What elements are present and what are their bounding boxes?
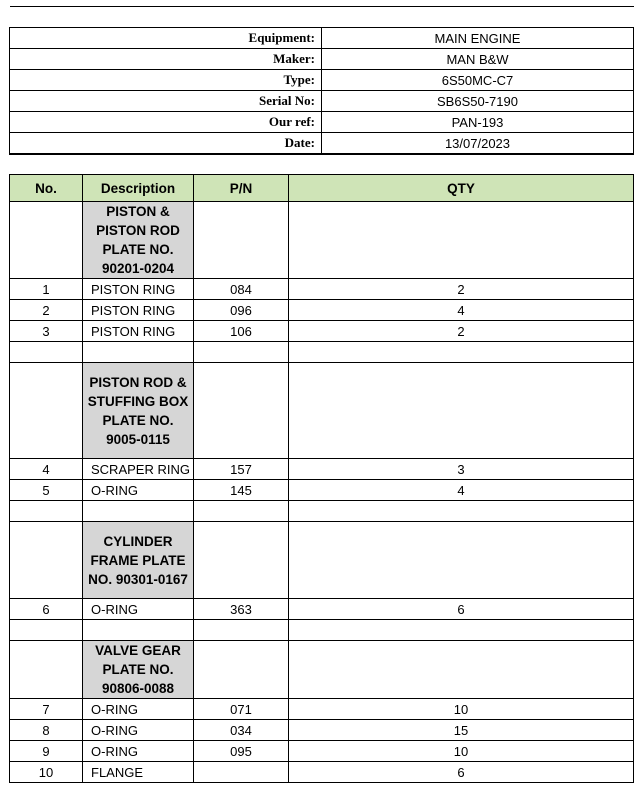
row-pn: 363 xyxy=(194,599,289,620)
row-description: O-RING xyxy=(83,480,194,501)
empty-cell xyxy=(194,522,289,599)
empty-cell xyxy=(194,501,289,522)
table-row xyxy=(10,762,634,783)
row-description: O-RING xyxy=(83,720,194,741)
table-row xyxy=(10,459,634,480)
row-description: PISTON RING xyxy=(83,279,194,300)
row-pn: 095 xyxy=(194,741,289,762)
parts-table xyxy=(9,174,634,783)
empty-cell xyxy=(10,342,83,363)
row-description: PISTON RING xyxy=(83,321,194,342)
row-qty: 10 xyxy=(289,699,634,720)
row-qty: 2 xyxy=(289,279,634,300)
row-pn: 157 xyxy=(194,459,289,480)
table-row xyxy=(10,480,634,501)
spacer-row xyxy=(10,7,634,28)
equipment-info-table xyxy=(9,6,634,155)
col-header-pn: P/N xyxy=(194,175,289,202)
row-pn: 084 xyxy=(194,279,289,300)
table-row xyxy=(10,599,634,620)
serial-value: SB6S50-7190 xyxy=(322,91,634,112)
col-header-qty: QTY xyxy=(289,175,634,202)
table-row xyxy=(10,321,634,342)
row-no: 2 xyxy=(10,300,83,321)
row-no: 9 xyxy=(10,741,83,762)
equipment-value: MAIN ENGINE xyxy=(322,28,634,49)
row-qty: 3 xyxy=(289,459,634,480)
row-pn: 145 xyxy=(194,480,289,501)
row-no: 7 xyxy=(10,699,83,720)
empty-cell xyxy=(194,342,289,363)
row-qty: 4 xyxy=(289,480,634,501)
info-row-equipment xyxy=(10,28,634,49)
empty-cell xyxy=(194,363,289,459)
serial-label: Serial No: xyxy=(10,91,322,112)
equipment-label: Equipment: xyxy=(10,28,322,49)
row-description: PISTON RING xyxy=(83,300,194,321)
info-row-maker xyxy=(10,49,634,70)
empty-cell xyxy=(289,342,634,363)
empty-cell xyxy=(10,522,83,599)
row-description: FLANGE xyxy=(83,762,194,783)
maker-label: Maker: xyxy=(10,49,322,70)
table-row xyxy=(10,741,634,762)
maker-value: MAN B&W xyxy=(322,49,634,70)
date-value: 13/07/2023 xyxy=(322,133,634,155)
empty-cell xyxy=(194,641,289,699)
row-description: O-RING xyxy=(83,699,194,720)
row-pn xyxy=(194,762,289,783)
table-row xyxy=(10,279,634,300)
row-qty: 6 xyxy=(289,599,634,620)
empty-cell xyxy=(83,501,194,522)
row-no: 8 xyxy=(10,720,83,741)
our-ref-label: Our ref: xyxy=(10,112,322,133)
empty-cell xyxy=(10,501,83,522)
row-description: SCRAPER RING xyxy=(83,459,194,480)
empty-cell xyxy=(289,363,634,459)
section-row xyxy=(10,641,634,699)
empty-cell xyxy=(10,620,83,641)
empty-cell xyxy=(10,202,83,279)
info-row-serial xyxy=(10,91,634,112)
empty-cell xyxy=(83,342,194,363)
empty-cell xyxy=(289,522,634,599)
type-value: 6S50MC-C7 xyxy=(322,70,634,91)
section-title: CYLINDER FRAME PLATE NO. 90301-0167 xyxy=(83,522,194,599)
empty-cell xyxy=(10,641,83,699)
row-qty: 4 xyxy=(289,300,634,321)
empty-cell xyxy=(194,620,289,641)
row-qty: 6 xyxy=(289,762,634,783)
row-qty: 15 xyxy=(289,720,634,741)
date-label: Date: xyxy=(10,133,322,155)
section-row xyxy=(10,522,634,599)
section-title: VALVE GEAR PLATE NO. 90806-0088 xyxy=(83,641,194,699)
row-pn: 106 xyxy=(194,321,289,342)
row-description: O-RING xyxy=(83,599,194,620)
our-ref-value: PAN-193 xyxy=(322,112,634,133)
section-row xyxy=(10,363,634,459)
info-row-type xyxy=(10,70,634,91)
row-pn: 096 xyxy=(194,300,289,321)
row-qty: 10 xyxy=(289,741,634,762)
empty-cell xyxy=(83,620,194,641)
row-no: 6 xyxy=(10,599,83,620)
row-no: 5 xyxy=(10,480,83,501)
row-description: O-RING xyxy=(83,741,194,762)
table-row xyxy=(10,720,634,741)
type-label: Type: xyxy=(10,70,322,91)
info-row-ref xyxy=(10,112,634,133)
info-row-date xyxy=(10,133,634,155)
row-no: 4 xyxy=(10,459,83,480)
section-title: PISTON ROD & STUFFING BOX PLATE NO. 9005-0115 xyxy=(83,363,194,459)
table-header-row xyxy=(10,175,634,202)
blank-row xyxy=(10,501,634,522)
row-no: 10 xyxy=(10,762,83,783)
row-no: 3 xyxy=(10,321,83,342)
empty-cell xyxy=(10,363,83,459)
empty-cell xyxy=(194,202,289,279)
row-pn: 034 xyxy=(194,720,289,741)
blank-row xyxy=(10,620,634,641)
section-row xyxy=(10,202,634,279)
row-pn: 071 xyxy=(194,699,289,720)
table-row xyxy=(10,300,634,321)
row-no: 1 xyxy=(10,279,83,300)
empty-cell xyxy=(289,641,634,699)
table-row xyxy=(10,699,634,720)
row-qty: 2 xyxy=(289,321,634,342)
section-title: PISTON & PISTON ROD PLATE NO. 90201-0204 xyxy=(83,202,194,279)
empty-cell xyxy=(289,202,634,279)
empty-cell xyxy=(289,620,634,641)
blank-row xyxy=(10,342,634,363)
empty-cell xyxy=(289,501,634,522)
col-header-no: No. xyxy=(10,175,83,202)
col-header-description: Description xyxy=(83,175,194,202)
